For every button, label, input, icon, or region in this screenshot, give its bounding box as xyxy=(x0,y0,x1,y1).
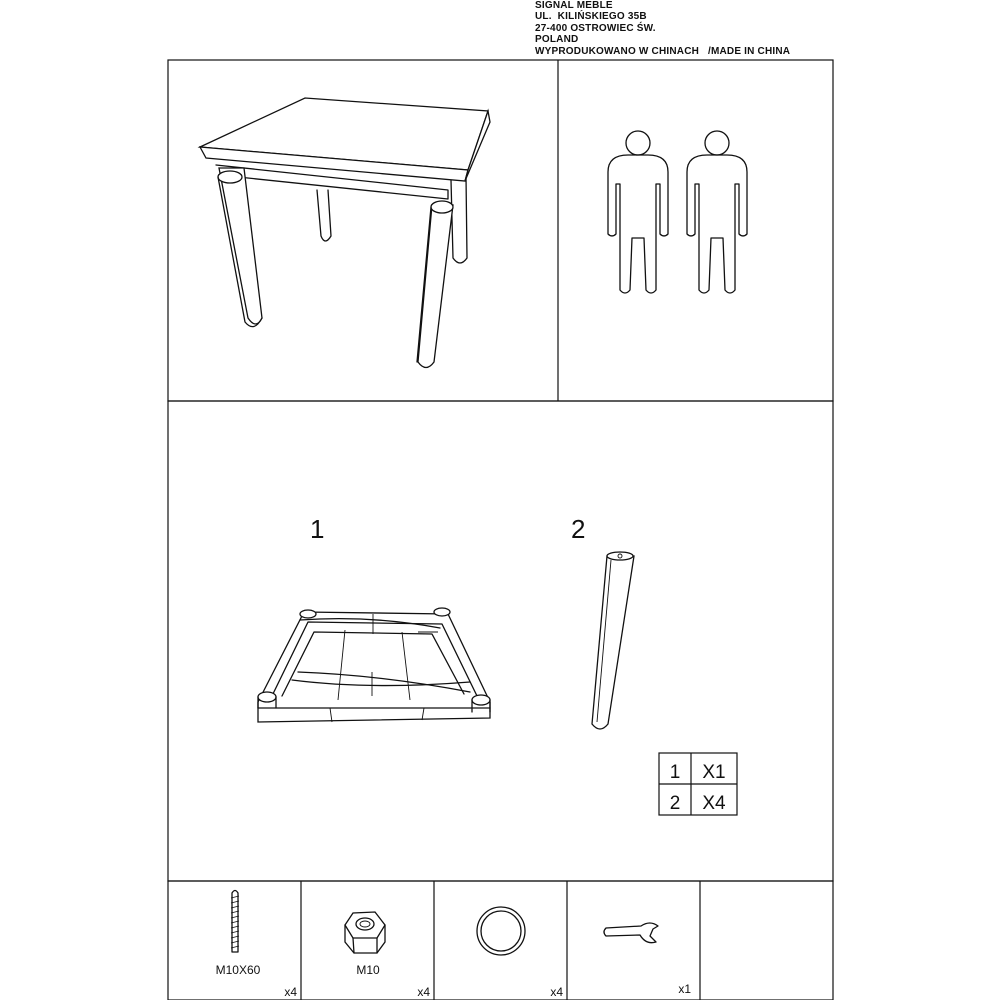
address-line: SIGNAL MEBLE xyxy=(535,0,613,11)
address-line: POLAND xyxy=(535,34,579,46)
top-panel-frame xyxy=(168,60,833,401)
bolt-size-label: M10X60 xyxy=(215,963,261,977)
parts-quantity-table xyxy=(659,753,737,815)
table-leg-part-illustration xyxy=(592,552,634,729)
parts-panel-frame xyxy=(168,401,833,881)
address-line: UL. KILIŃSKIEGO 35B xyxy=(535,11,647,23)
washer-icon xyxy=(477,907,525,955)
bolt-icon xyxy=(231,891,239,953)
parts-table-qty-cell: X1 xyxy=(702,762,726,783)
part-2-label: 2 xyxy=(571,514,586,544)
address-line: WYPRODUKOWANO W CHINACH /MADE IN CHINA xyxy=(535,45,791,57)
wrench-quantity: x1 xyxy=(678,982,691,996)
hex-nut-icon xyxy=(345,912,385,953)
address-line: 27-400 OSTROWIEC ŚW. xyxy=(535,22,656,34)
parts-table-qty-cell: X4 xyxy=(702,793,726,814)
nut-quantity: x4 xyxy=(417,985,430,999)
bolt-quantity: x4 xyxy=(284,985,297,999)
washer-quantity: x4 xyxy=(550,985,563,999)
parts-table-part-cell: 2 xyxy=(669,793,681,814)
table-frame-part-illustration xyxy=(258,608,490,722)
part-1-label: 1 xyxy=(310,514,325,544)
parts-table-part-cell: 1 xyxy=(669,762,681,783)
hardware-panel-frame xyxy=(168,881,833,1000)
wrench-icon xyxy=(604,923,658,943)
nut-size-label: M10 xyxy=(356,963,380,977)
assembled-table-illustration xyxy=(200,98,490,368)
two-person-icon xyxy=(608,131,747,293)
